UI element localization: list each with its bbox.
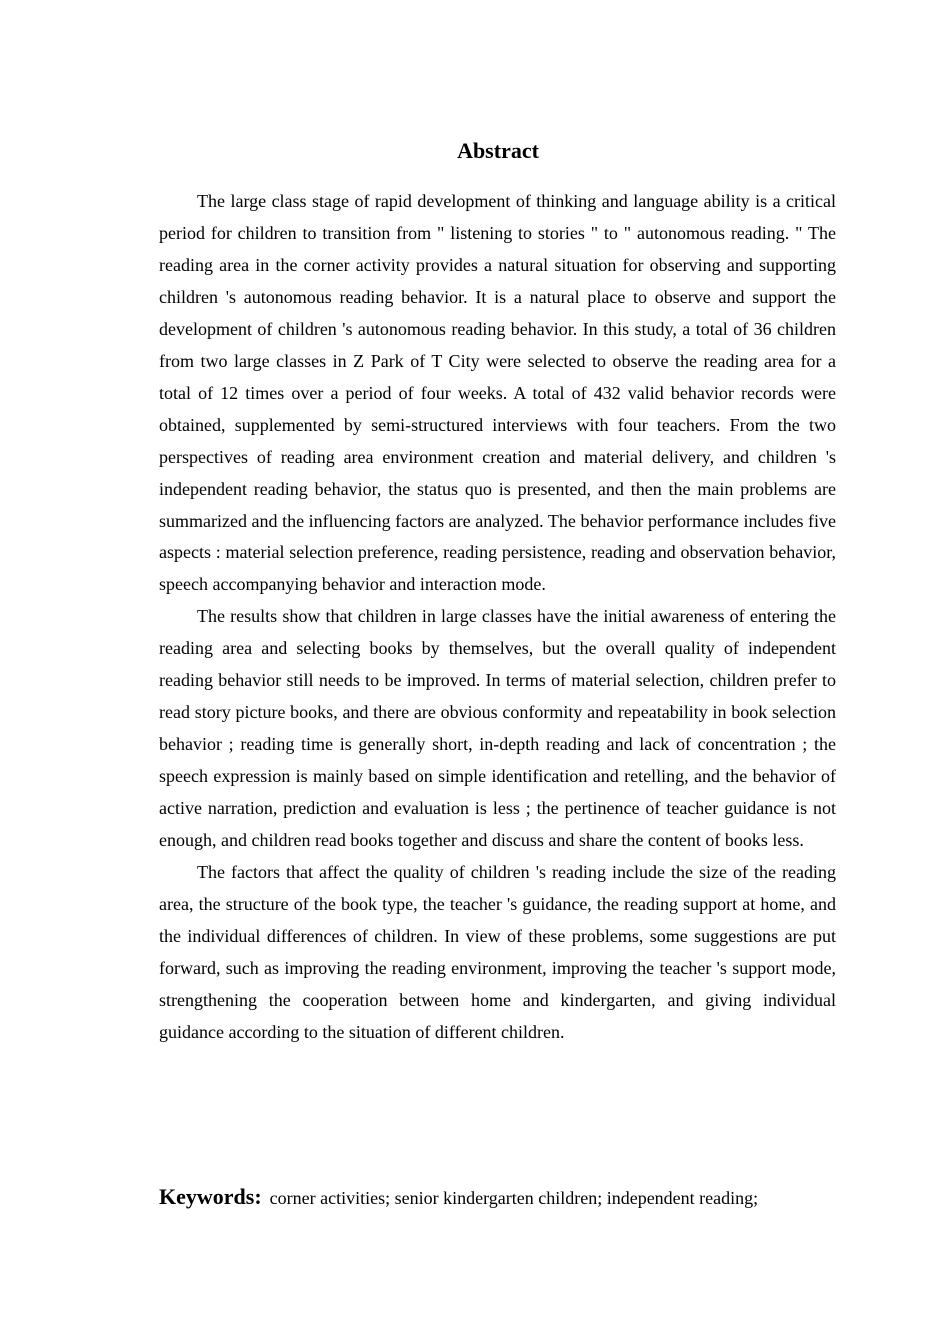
- abstract-paragraph-2: The results show that children in large classes have the initial awareness of entering the reading area and selecting books by themselves, but the overall quality of independent reading behavior still needs to be improved. In terms of material selection, children prefer to read story picture books, and there are obvious conformity and repeatability in book selection behavior ; reading time is generally short, in-depth reading and lack of concentration ; the speech expression is mainly based on simple identification and retelling, and the behavior of active narration, prediction and evaluation is less ; the pertinence of teacher guidance is not enough, and children read books together and discuss and share the content of books less.: [159, 606, 836, 851]
- abstract-body: [159, 186, 836, 1049]
- abstract-title: Abstract: [457, 138, 539, 163]
- abstract-paragraph-3: The factors that affect the quality of children 's reading include the size of the reading area, the structure of the book type, the teacher 's guidance, the reading support at home, and the individual differences of children. In view of these problems, some suggestions are put forward, such as improving the reading environment, improving the teacher 's support mode, strengthening the cooperation between home and kindergarten, and giving individual guidance according to the situation of different children.: [159, 862, 836, 1042]
- abstract-paragraph-1: The large class stage of rapid development of thinking and language ability is a critical period for children to transition from " listening to stories " to " autonomous reading. " The reading area in the corner activity provides a natural situation for observing and supporting children 's autonomous reading behavior. It is a natural place to observe and support the development of children 's autonomous reading behavior. In this study, a total of 36 children from two large classes in Z Park of T City were selected to observe the reading area for a total of 12 times over a period of four weeks. A total of 432 valid behavior records were obtained, supplemented by semi-structured interviews with four teachers. From the two perspectives of reading area environment creation and material delivery, and children 's independent reading behavior, the status quo is presented, and then the main problems are summarized and the influencing factors are analyzed. The behavior performance includes five aspects : material selection preference, reading persistence, reading and observation behavior, speech accompanying behavior and interaction mode.: [159, 191, 836, 595]
- keywords-text: corner activities; senior kindergarten children; independent reading;: [269, 1188, 759, 1208]
- keywords-label: Keywords:: [159, 1184, 262, 1209]
- keywords-line: [159, 1184, 859, 1210]
